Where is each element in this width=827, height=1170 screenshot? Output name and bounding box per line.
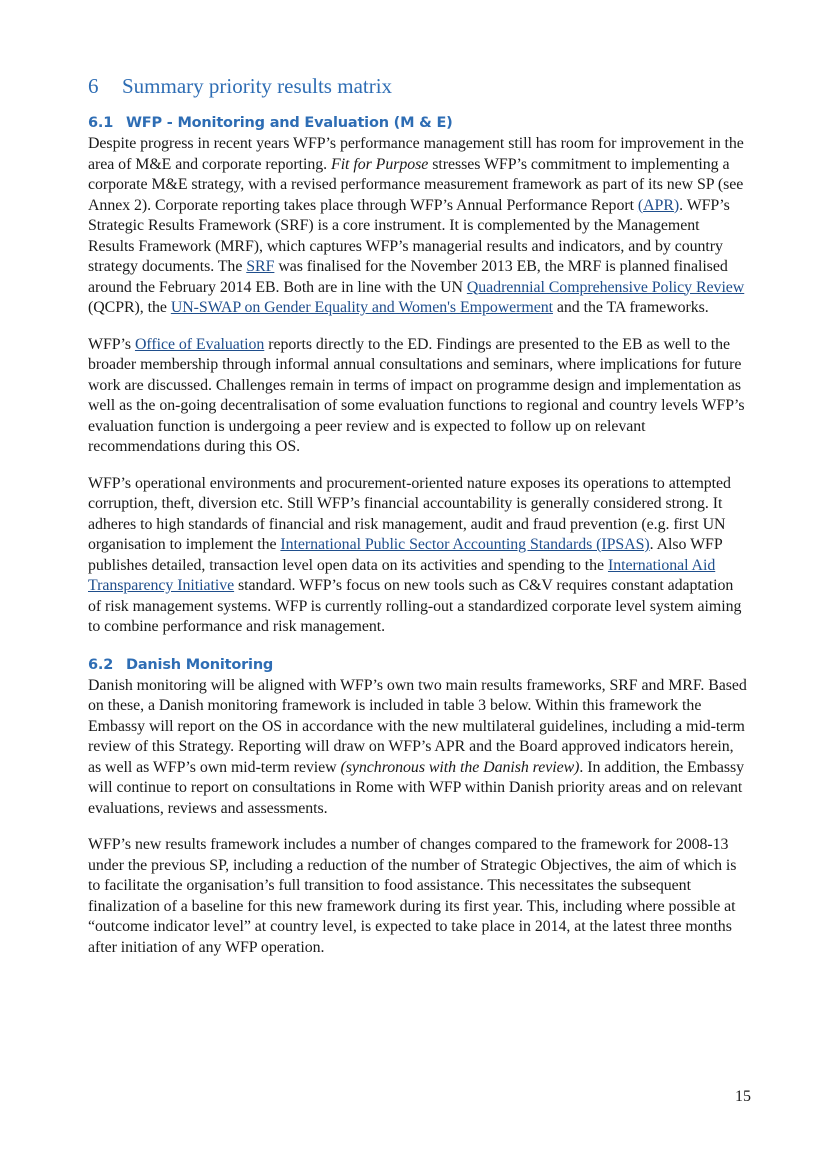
text-run: was finalised for the November 2013 EB, the MRF is planned finalised around the February 2014 EB. Both are in line with the UN: [88, 258, 728, 296]
text-run: and the TA frameworks.: [552, 299, 709, 316]
paragraph-danish-1: [88, 676, 748, 820]
text-run: standard. WFP’s focus on new tools such as C&V requires constant adaptation of risk management systems. WFP is currently rolling-out a standardized corporate level system aiming to combine performance and risk management.: [88, 577, 742, 635]
un-swap-link[interactable]: UN-SWAP on Gender Equality and Women's Empowerment: [170, 299, 553, 316]
text-run: reports directly to the ED. Findings are presented to the EB as well to the broader membership through informal annual consultations and seminars, where implications for future work are discussed. Challenges remain in terms of impact on programme design and implementation as well as the on-going decentralisation of some evaluation functions to regional and country levels WFP’s evaluation function is undergoing a peer review and is expected to follow up on relevant recommendations during this OS.: [88, 335, 745, 455]
subsection-heading-6-1: [88, 112, 748, 134]
text-run: . In addition, the Embassy will continue to report on consultations in Rome with WFP within Danish priority areas and on relevant evaluations, reviews and assessments.: [88, 758, 745, 817]
text-run: Despite progress in recent years WFP’s performance management still has room for improvement in the area of M&E and corporate reporting.: [88, 135, 744, 173]
page-number: 15: [735, 1088, 751, 1105]
paragraph-me-1: [88, 134, 748, 319]
subsection-heading-6-2: [88, 654, 748, 676]
text-run: WFP’s operational environments and procurement-oriented nature exposes its operations to attempted corruption, theft, diversion etc. Still WFP’s financial accountability is generally considered strong. It adheres to high standards of financial and risk management, audit and fraud prevention (e.g. first UN organisation to implement the: [88, 474, 731, 553]
text-run: . Also WFP publishes detailed, transaction level open data on its activities and spending to the: [88, 536, 723, 574]
apr-link[interactable]: (APR): [637, 196, 680, 214]
italic-text: Fit for Purpose: [331, 155, 429, 173]
qcpr-link[interactable]: Quadrennial Comprehensive Policy Review: [466, 278, 745, 296]
text-run: WFP’s: [88, 335, 135, 353]
paragraph-me-2: [88, 335, 748, 458]
paragraph-danish-2: [88, 835, 748, 958]
text-run: stresses WFP’s commitment to implementing a corporate M&E strategy, with a revised performance measurement framework as part of its new SP (see Annex 2). Corporate reporting takes place through WFP’s Annual Performance Report: [88, 155, 744, 214]
document-page: [88, 70, 748, 974]
subsection-number: 6.1: [88, 115, 114, 131]
subsection-number: 6.2: [88, 656, 114, 673]
subsection-title: Danish Monitoring: [126, 656, 274, 673]
text-run: WFP’s new results framework includes a number of changes compared to the framework for 2008-13 under the previous SP, including a reduction of the number of Strategic Objectives, the aim of which is to facilitate the organisation’s full transition to food assistance. This necessitates the subsequent finalization of a baseline for this new framework during its first year. This, including where possible at “outcome indicator level” at country level, is expected to take place in 2014, at the latest three months after initiation of any WFP operation.: [88, 836, 737, 956]
text-run: Danish monitoring will be aligned with WFP’s own two main results frameworks, SRF and MRF. Based on these, a Danish monitoring framework is included in table 3 below. Within this framework the Embassy will report on the OS in accordance with the new multilateral guidelines, including a mid-term review of this Strategy. Reporting will draw on WFP’s APR and the Board approved indicators herein, as well as WFP’s own mid-term review: [88, 676, 747, 776]
section-title: Summary priority results matrix: [122, 74, 393, 98]
section-heading: [88, 70, 748, 102]
iati-link[interactable]: International Aid Transparency Initiative: [88, 556, 716, 594]
italic-text: (synchronous with the Danish review): [340, 758, 580, 776]
srf-link[interactable]: SRF: [246, 258, 275, 275]
section-number: 6: [88, 74, 99, 98]
office-of-evaluation-link[interactable]: Office of Evaluation: [134, 335, 265, 353]
text-run: (QCPR), the: [88, 299, 171, 316]
text-run: . WFP’s Strategic Results Framework (SRF) is a core instrument. It is complemented by the Management Results Framework (MRF), which captures WFP’s managerial results and indicators, and by country strategy documents. The: [88, 196, 730, 275]
ipsas-link[interactable]: International Public Sector Accounting Standards (IPSAS): [280, 536, 650, 553]
paragraph-me-3: [88, 474, 748, 638]
subsection-title: WFP - Monitoring and Evaluation (M & E): [126, 115, 453, 131]
